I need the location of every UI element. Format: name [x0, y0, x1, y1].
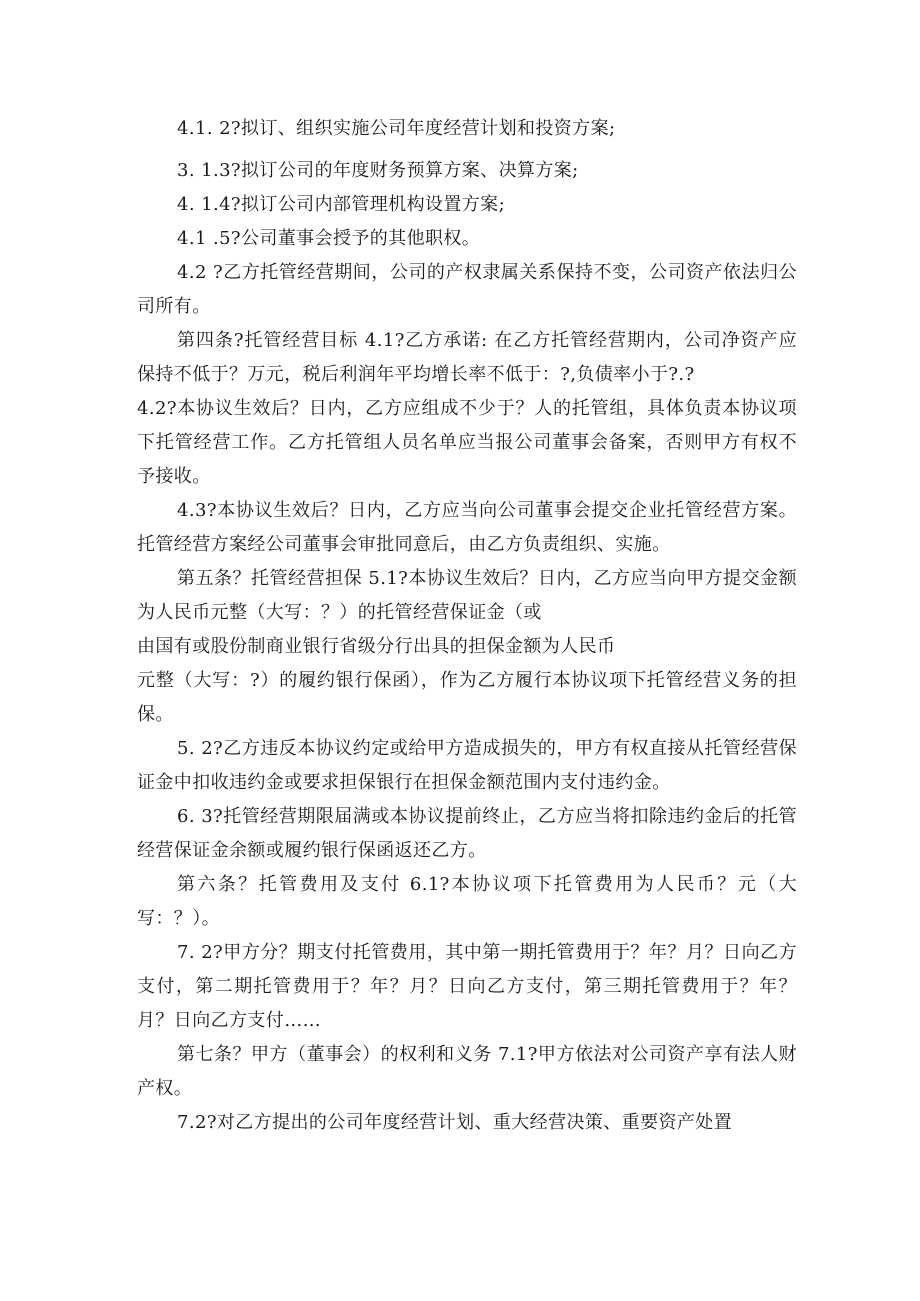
paragraph-5-2: 5. 2?乙方违反本协议约定或给甲方造成损失的，甲方有权直接从托管经营保证金中扣收违约金或要求担保银行在担保金额范围内支付违约金。 — [137, 738, 797, 793]
document-body — [137, 112, 797, 1140]
paragraph-6-3: 6. 3?托管经营期限届满或本协议提前终止，乙方应当将扣除违约金后的托管经营保证金余额或履约银行保函返还乙方。 — [137, 806, 797, 861]
paragraph-article4-4-3: 4.3?本协议生效后？日内，乙方应当向公司董事会提交企业托管经营方案。托管经营方案经公司董事会审批同意后，由乙方负责组织、实施。 — [137, 500, 797, 555]
paragraph-4-1-5: 4.1 .5?公司董事会授予的其他职权。 — [177, 228, 481, 249]
paragraph-3-1-3: 3. 1.3?拟订公司的年度财务预算方案、决算方案; — [177, 160, 579, 181]
paragraph-4-2: 4.2 ?乙方托管经营期间，公司的产权隶属关系保持不变，公司资产依法归公司所有。 — [137, 262, 797, 317]
article-4-heading-paragraph: 第四条?托管经营目标 4.1?乙方承诺: 在乙方托管经营期内，公司净资产应保持不低于？万元，税后利润年平均增长率不低于：?,负债率小于?.? — [137, 330, 797, 385]
paragraph-4-1-2: 4.1. 2?拟订、组织实施公司年度经营计划和投资方案; — [177, 118, 616, 139]
article-6-heading-paragraph: 第六条？托管费用及支付 6.1?本协议项下托管费用为人民币？元（大写：？）。 — [137, 874, 797, 929]
paragraph-article4-4-2: 4.2?本协议生效后？日内，乙方应组成不少于？人的托管组，具体负责本协议项下托管经营工作。乙方托管组人员名单应当报公司董事会备案，否则甲方有权不予接收。 — [137, 398, 797, 487]
paragraph-7-2-payment: 7. 2?甲方分？期支付托管费用，其中第一期托管费用于？年？月？日向乙方支付，第二期托管费用于？年？月？日向乙方支付，第三期托管费用于？年？月？日向乙方支付…… — [137, 942, 797, 1031]
paragraph-bank-guarantee-line: 由国有或股份制商业银行省级分行出具的担保金额为人民币 — [137, 636, 616, 657]
article-7-heading-paragraph: 第七条？甲方（董事会）的权利和义务 7.1?甲方依法对公司资产享有法人财产权。 — [137, 1044, 797, 1099]
paragraph-4-1-4: 4. 1.4?拟订公司内部管理机构设置方案; — [177, 194, 506, 215]
paragraph-guarantee-continuation: 元整（大写：?）的履约银行保函），作为乙方履行本协议项下托管经营义务的担保。 — [137, 670, 797, 725]
paragraph-article7-7-2: 7.2?对乙方提出的公司年度经营计划、重大经营决策、重要资产处置 — [177, 1112, 733, 1133]
article-5-heading-paragraph: 第五条？托管经营担保 5.1?本协议生效后？日内，乙方应当向甲方提交金额为人民币元整（大写：？）的托管经营保证金（或 — [137, 568, 797, 623]
